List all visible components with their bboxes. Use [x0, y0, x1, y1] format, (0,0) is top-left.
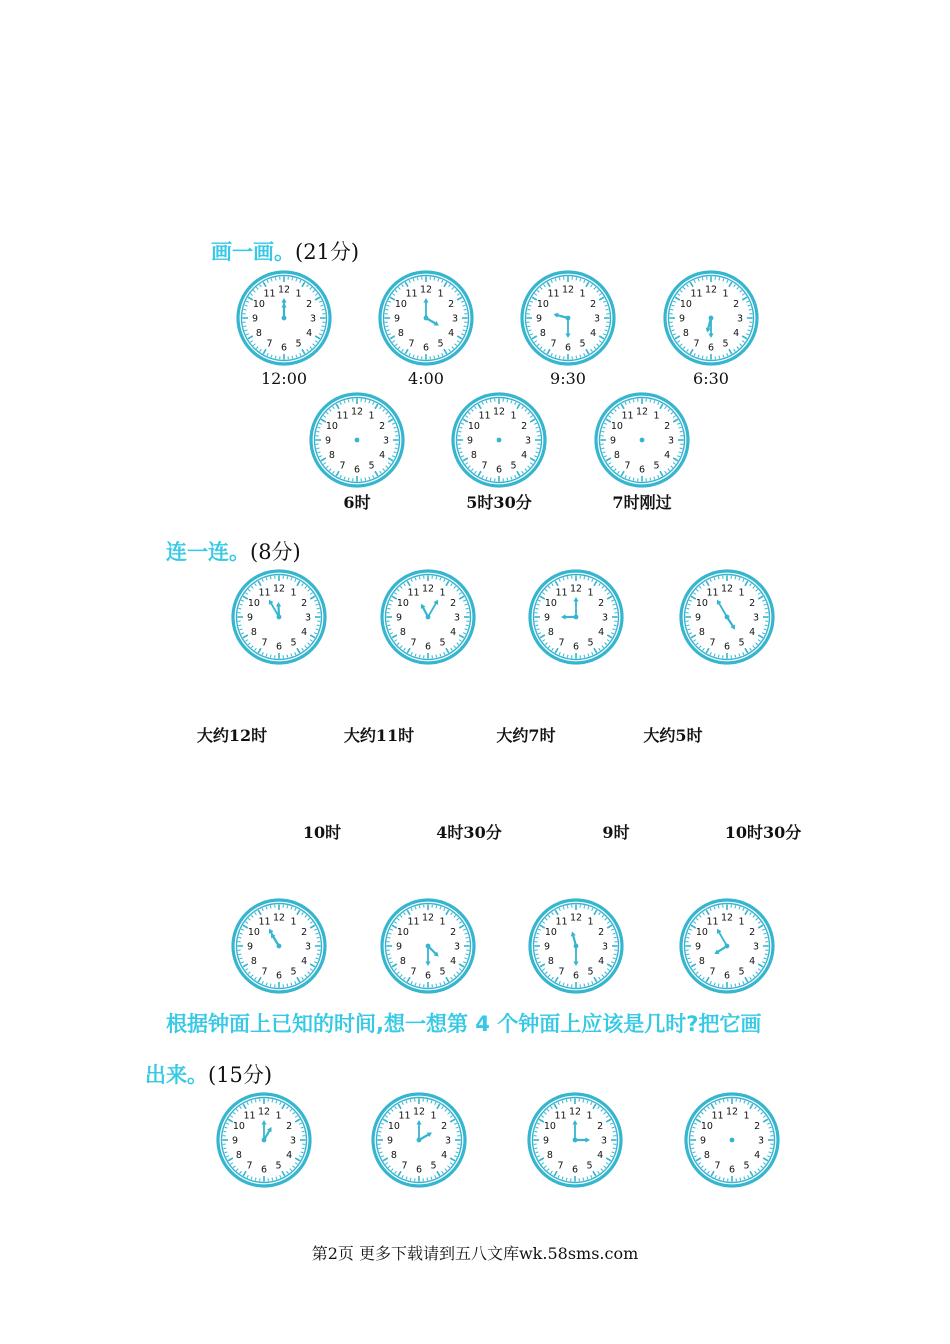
hour-hand [426, 318, 436, 324]
clock-numeral: 7 [410, 966, 417, 978]
draw-clock-1 [234, 268, 334, 368]
clock-numeral: 4 [448, 328, 455, 339]
clock-numeral: 10 [247, 598, 260, 609]
clock-numeral: 1 [430, 1110, 437, 1122]
clock-numeral: 7 [714, 1160, 721, 1172]
sequence-clock-3 [525, 1090, 625, 1190]
clock-numeral: 12 [272, 583, 286, 595]
clock-numeral: 5 [743, 1160, 750, 1172]
clock-numeral: 12 [569, 912, 583, 924]
clock-numeral: 4 [754, 1150, 761, 1161]
clock-numeral: 11 [706, 916, 719, 928]
clock-numeral: 2 [754, 1121, 761, 1132]
clock-numeral: 2 [749, 598, 756, 609]
clock-numeral: 12 [419, 284, 433, 296]
clock-numeral: 1 [653, 410, 660, 422]
clock-numeral: 6 [275, 641, 283, 653]
clock-numeral: 11 [621, 410, 634, 422]
clock-numeral: 7 [261, 966, 268, 978]
clock-numeral: 6 [723, 970, 731, 982]
clock-numeral: 10 [396, 927, 409, 938]
clock-numeral: 7 [709, 966, 716, 978]
draw-clock-7 [592, 390, 692, 490]
clock-numeral: 4 [749, 627, 756, 638]
clock-numeral: 7 [266, 338, 273, 350]
draw-clock-label: 5时30分 [466, 493, 532, 512]
clock-numeral: 5 [722, 338, 729, 350]
clock-numeral: 2 [301, 598, 308, 609]
clock-numeral: 5 [510, 460, 517, 472]
clock-numeral: 7 [693, 338, 700, 350]
clock-numeral: 8 [613, 450, 620, 461]
clock-numeral: 1 [743, 1110, 750, 1122]
clock-numeral: 9 [395, 612, 403, 624]
clock-numeral: 11 [398, 1110, 411, 1122]
clock-numeral: 10 [544, 927, 557, 938]
clock-numeral: 9 [694, 612, 702, 624]
clock-numeral: 2 [450, 927, 457, 938]
clock-numeral: 9 [386, 1135, 394, 1147]
clock-numeral: 8 [682, 328, 689, 339]
clock-numeral: 10 [387, 1121, 400, 1132]
clock-numeral: 8 [546, 1150, 553, 1161]
clock-numeral: 11 [336, 410, 349, 422]
clock-numeral: 6 [638, 464, 646, 476]
clock-numeral: 2 [441, 1121, 448, 1132]
clock-numeral: 10 [232, 1121, 245, 1132]
minute-hand [719, 602, 728, 617]
match-bottom-clock-2 [378, 896, 478, 996]
draw-clock-label: 7时刚过 [612, 493, 672, 512]
clock-numeral: 5 [290, 966, 297, 978]
clock-numeral: 11 [711, 1110, 724, 1122]
clock-numeral: 2 [448, 299, 455, 310]
match-bottom-clock-1 [229, 896, 329, 996]
clock-numeral: 12 [720, 583, 734, 595]
draw-clock-4 [661, 268, 761, 368]
clock-numeral: 11 [706, 587, 719, 599]
draw-clock-6 [449, 390, 549, 490]
clock-numeral: 10 [467, 421, 480, 432]
clock-numeral: 1 [579, 288, 586, 300]
match-approx-label: 大约11时 [343, 726, 415, 745]
clock-numeral: 3 [453, 941, 461, 953]
match-top-clock-3 [526, 567, 626, 667]
clock-numeral: 9 [543, 941, 551, 953]
section3-title-line2 [145, 1059, 272, 1089]
clock-numeral: 1 [586, 1110, 593, 1122]
hour-hand [422, 606, 428, 617]
hour-hand [556, 315, 568, 318]
clock-numeral: 8 [397, 328, 404, 339]
clock-numeral: 8 [399, 956, 406, 967]
draw-clock-label: 4:00 [408, 369, 444, 388]
clock-numeral: 11 [407, 587, 420, 599]
clock-numeral: 5 [579, 338, 586, 350]
clock-numeral: 11 [554, 1110, 567, 1122]
clock-numeral: 8 [250, 627, 257, 638]
clock-numeral: 12 [257, 1106, 271, 1118]
clock-numeral: 3 [757, 1135, 765, 1147]
clock-numeral: 7 [401, 1160, 408, 1172]
clock-numeral: 6 [415, 1164, 423, 1176]
clock-numeral: 6 [564, 342, 572, 354]
clock-numeral: 8 [547, 956, 554, 967]
clock-numeral: 4 [590, 328, 597, 339]
clock-numeral: 2 [597, 1121, 604, 1132]
clock-numeral: 11 [263, 288, 276, 300]
sequence-clock-4 [682, 1090, 782, 1190]
clock-numeral: 4 [733, 328, 740, 339]
clock-numeral: 6 [495, 464, 503, 476]
clock-numeral: 8 [328, 450, 335, 461]
section2-score: (8分) [250, 540, 301, 564]
clock-numeral: 10 [247, 927, 260, 938]
clock-numeral: 11 [555, 587, 568, 599]
draw-clock-2 [376, 268, 476, 368]
clock-numeral: 6 [353, 464, 361, 476]
clock-numeral: 5 [738, 637, 745, 649]
clock-numeral: 7 [557, 1160, 564, 1172]
clock-numeral: 3 [600, 1135, 608, 1147]
clock-numeral: 3 [593, 313, 601, 325]
clock-numeral: 10 [544, 598, 557, 609]
draw-clock-label: 6时 [343, 493, 371, 512]
clock-numeral: 3 [309, 313, 317, 325]
clock-numeral: 1 [722, 288, 729, 300]
match-time-label: 4时30分 [436, 823, 502, 842]
clock-numeral: 10 [610, 421, 623, 432]
clock-numeral: 6 [422, 342, 430, 354]
clock-numeral: 1 [439, 587, 446, 599]
draw-clock-label: 6:30 [693, 369, 729, 388]
clock-center [640, 438, 645, 443]
clock-numeral: 11 [407, 916, 420, 928]
clock-numeral: 4 [597, 1150, 604, 1161]
clock-numeral: 9 [694, 941, 702, 953]
clock-numeral: 9 [466, 435, 474, 447]
match-bottom-clock-3 [526, 896, 626, 996]
clock-numeral: 12 [635, 406, 649, 418]
clock-numeral: 7 [550, 338, 557, 350]
clock-numeral: 12 [569, 583, 583, 595]
sequence-clock-1 [214, 1090, 314, 1190]
clock-numeral: 3 [601, 612, 609, 624]
clock-numeral: 12 [421, 583, 435, 595]
section3-title-line2-text: 出来。 [145, 1063, 208, 1087]
clock-numeral: 4 [301, 627, 308, 638]
clock-numeral: 11 [405, 288, 418, 300]
clock-numeral: 6 [723, 641, 731, 653]
section1-title [211, 236, 359, 266]
hour-hand [428, 946, 436, 954]
clock-numeral: 10 [325, 421, 338, 432]
clock-numeral: 5 [586, 1160, 593, 1172]
clock-numeral: 9 [535, 313, 543, 325]
clock-numeral: 12 [704, 284, 718, 296]
clock-numeral: 5 [295, 338, 302, 350]
clock-numeral: 1 [290, 916, 297, 928]
clock-numeral: 4 [450, 956, 457, 967]
clock-numeral: 8 [399, 627, 406, 638]
clock-numeral: 10 [679, 299, 692, 310]
clock-numeral: 5 [275, 1160, 282, 1172]
clock-numeral: 8 [698, 627, 705, 638]
clock-numeral: 6 [728, 1164, 736, 1176]
clock-numeral: 3 [524, 435, 532, 447]
clock-numeral: 12 [421, 912, 435, 924]
clock-numeral: 4 [306, 328, 313, 339]
clock-numeral: 10 [695, 598, 708, 609]
draw-clock-3 [518, 268, 618, 368]
clock-numeral: 8 [547, 627, 554, 638]
clock-numeral: 8 [539, 328, 546, 339]
clock-numeral: 9 [699, 1135, 707, 1147]
clock-numeral: 3 [752, 941, 760, 953]
match-approx-label: 大约7时 [496, 726, 556, 745]
clock-numeral: 1 [439, 916, 446, 928]
clock-numeral: 7 [410, 637, 417, 649]
clock-numeral: 8 [698, 956, 705, 967]
clock-numeral: 2 [306, 299, 313, 310]
clock-numeral: 6 [572, 641, 580, 653]
clock-numeral: 1 [368, 410, 375, 422]
clock-numeral: 11 [478, 410, 491, 422]
clock-numeral: 6 [424, 641, 432, 653]
clock-numeral: 7 [408, 338, 415, 350]
match-approx-label: 大约12时 [196, 726, 268, 745]
clock-numeral: 9 [395, 941, 403, 953]
clock-numeral: 2 [749, 927, 756, 938]
clock-numeral: 3 [451, 313, 459, 325]
clock-numeral: 3 [736, 313, 744, 325]
clock-numeral: 2 [286, 1121, 293, 1132]
clock-numeral: 4 [301, 956, 308, 967]
clock-numeral: 8 [235, 1150, 242, 1161]
clock-numeral: 7 [558, 637, 565, 649]
clock-numeral: 5 [738, 966, 745, 978]
clock-numeral: 2 [301, 927, 308, 938]
clock-numeral: 7 [558, 966, 565, 978]
clock-numeral: 3 [304, 941, 312, 953]
clock-numeral: 6 [707, 342, 715, 354]
clock-numeral: 11 [690, 288, 703, 300]
clock-numeral: 12 [350, 406, 364, 418]
clock-numeral: 5 [430, 1160, 437, 1172]
clock-numeral: 8 [703, 1150, 710, 1161]
clock-numeral: 1 [275, 1110, 282, 1122]
clock-numeral: 4 [286, 1150, 293, 1161]
hour-hand [573, 934, 576, 946]
clock-numeral: 2 [450, 598, 457, 609]
clock-numeral: 9 [251, 313, 259, 325]
clock-numeral: 12 [561, 284, 575, 296]
clock-numeral: 5 [439, 966, 446, 978]
clock-numeral: 4 [664, 450, 671, 461]
draw-clock-label: 9:30 [550, 369, 586, 388]
clock-numeral: 11 [258, 587, 271, 599]
clock-numeral: 1 [738, 587, 745, 599]
clock-numeral: 1 [587, 916, 594, 928]
clock-numeral: 12 [412, 1106, 426, 1118]
sequence-clock-2 [369, 1090, 469, 1190]
clock-numeral: 3 [382, 435, 390, 447]
section2-title-text: 连一连。 [166, 540, 250, 564]
clock-numeral: 6 [424, 970, 432, 982]
match-bottom-clock-4 [677, 896, 777, 996]
clock-center [355, 438, 360, 443]
clock-numeral: 7 [709, 637, 716, 649]
clock-numeral: 9 [678, 313, 686, 325]
match-time-label: 9时 [602, 823, 630, 842]
clock-numeral: 5 [587, 637, 594, 649]
clock-numeral: 4 [598, 627, 605, 638]
clock-numeral: 5 [653, 460, 660, 472]
hour-hand [727, 617, 733, 627]
clock-numeral: 9 [542, 1135, 550, 1147]
clock-numeral: 7 [481, 460, 488, 472]
clock-numeral: 8 [470, 450, 477, 461]
clock-numeral: 9 [231, 1135, 239, 1147]
clock-numeral: 12 [277, 284, 291, 296]
clock-numeral: 9 [393, 313, 401, 325]
clock-numeral: 1 [738, 916, 745, 928]
match-top-clock-1 [229, 567, 329, 667]
clock-numeral: 4 [441, 1150, 448, 1161]
clock-numeral: 3 [304, 612, 312, 624]
match-time-label: 10时 [302, 823, 342, 842]
clock-numeral: 10 [543, 1121, 556, 1132]
clock-numeral: 6 [280, 342, 288, 354]
match-top-clock-2 [378, 567, 478, 667]
clock-numeral: 7 [624, 460, 631, 472]
clock-numeral: 11 [547, 288, 560, 300]
page-footer: 第2页 更多下载请到五八文库wk.58sms.com [311, 1244, 639, 1263]
clock-numeral: 1 [290, 587, 297, 599]
clock-numeral: 3 [601, 941, 609, 953]
clock-numeral: 4 [521, 450, 528, 461]
clock-numeral: 2 [598, 598, 605, 609]
clock-numeral: 10 [252, 299, 265, 310]
clock-numeral: 3 [444, 1135, 452, 1147]
clock-numeral: 5 [439, 637, 446, 649]
clock-numeral: 8 [255, 328, 262, 339]
clock-numeral: 3 [752, 612, 760, 624]
hour-hand [278, 605, 279, 617]
clock-numeral: 1 [295, 288, 302, 300]
clock-numeral: 5 [437, 338, 444, 350]
clock-numeral: 1 [587, 587, 594, 599]
clock-numeral: 12 [720, 912, 734, 924]
clock-numeral: 10 [396, 598, 409, 609]
clock-numeral: 9 [246, 612, 254, 624]
section3-score: (15分) [208, 1063, 273, 1087]
clock-numeral: 4 [598, 956, 605, 967]
section1-score: (21分) [295, 240, 360, 264]
minute-hand [719, 931, 728, 946]
clock-numeral: 6 [260, 1164, 268, 1176]
clock-numeral: 5 [290, 637, 297, 649]
minute-hand [428, 602, 437, 617]
clock-numeral: 9 [324, 435, 332, 447]
match-time-label: 10时30分 [724, 823, 802, 842]
clock-numeral: 12 [568, 1106, 582, 1118]
clock-numeral: 7 [339, 460, 346, 472]
clock-numeral: 2 [590, 299, 597, 310]
clock-numeral: 12 [725, 1106, 739, 1118]
clock-numeral: 4 [450, 627, 457, 638]
clock-numeral: 9 [543, 612, 551, 624]
clock-center [497, 438, 502, 443]
clock-numeral: 8 [390, 1150, 397, 1161]
clock-numeral: 11 [258, 916, 271, 928]
clock-numeral: 10 [695, 927, 708, 938]
clock-numeral: 6 [572, 970, 580, 982]
clock-numeral: 5 [368, 460, 375, 472]
clock-numeral: 2 [521, 421, 528, 432]
match-top-clock-4 [677, 567, 777, 667]
clock-numeral: 2 [598, 927, 605, 938]
clock-numeral: 10 [394, 299, 407, 310]
clock-numeral: 10 [536, 299, 549, 310]
draw-clock-5 [307, 390, 407, 490]
section3-title-line1-text: 根据钟面上已知的时间,想一想第 4 个钟面上应该是几时?把它画 [166, 1012, 762, 1036]
clock-center [730, 1138, 735, 1143]
clock-numeral: 4 [749, 956, 756, 967]
clock-numeral: 4 [379, 450, 386, 461]
clock-numeral: 9 [609, 435, 617, 447]
clock-numeral: 2 [664, 421, 671, 432]
clock-numeral: 2 [733, 299, 740, 310]
section1-title-text: 画一画。 [211, 240, 295, 264]
clock-numeral: 3 [667, 435, 675, 447]
clock-numeral: 11 [243, 1110, 256, 1122]
clock-numeral: 12 [272, 912, 286, 924]
hour-hand [273, 936, 279, 946]
clock-numeral: 7 [246, 1160, 253, 1172]
clock-numeral: 7 [261, 637, 268, 649]
clock-numeral: 6 [571, 1164, 579, 1176]
draw-clock-label: 12:00 [260, 369, 308, 388]
clock-numeral: 12 [492, 406, 506, 418]
section3-title-line1 [166, 1008, 761, 1038]
match-approx-label: 大约5时 [643, 726, 703, 745]
clock-numeral: 9 [246, 941, 254, 953]
clock-numeral: 1 [510, 410, 517, 422]
hour-hand [419, 1134, 429, 1140]
clock-numeral: 3 [453, 612, 461, 624]
clock-numeral: 8 [250, 956, 257, 967]
clock-numeral: 1 [437, 288, 444, 300]
clock-numeral: 5 [587, 966, 594, 978]
clock-numeral: 6 [275, 970, 283, 982]
section2-title [166, 536, 301, 566]
clock-numeral: 10 [700, 1121, 713, 1132]
clock-numeral: 2 [379, 421, 386, 432]
clock-numeral: 11 [555, 916, 568, 928]
clock-numeral: 3 [289, 1135, 297, 1147]
hour-hand [717, 946, 727, 952]
